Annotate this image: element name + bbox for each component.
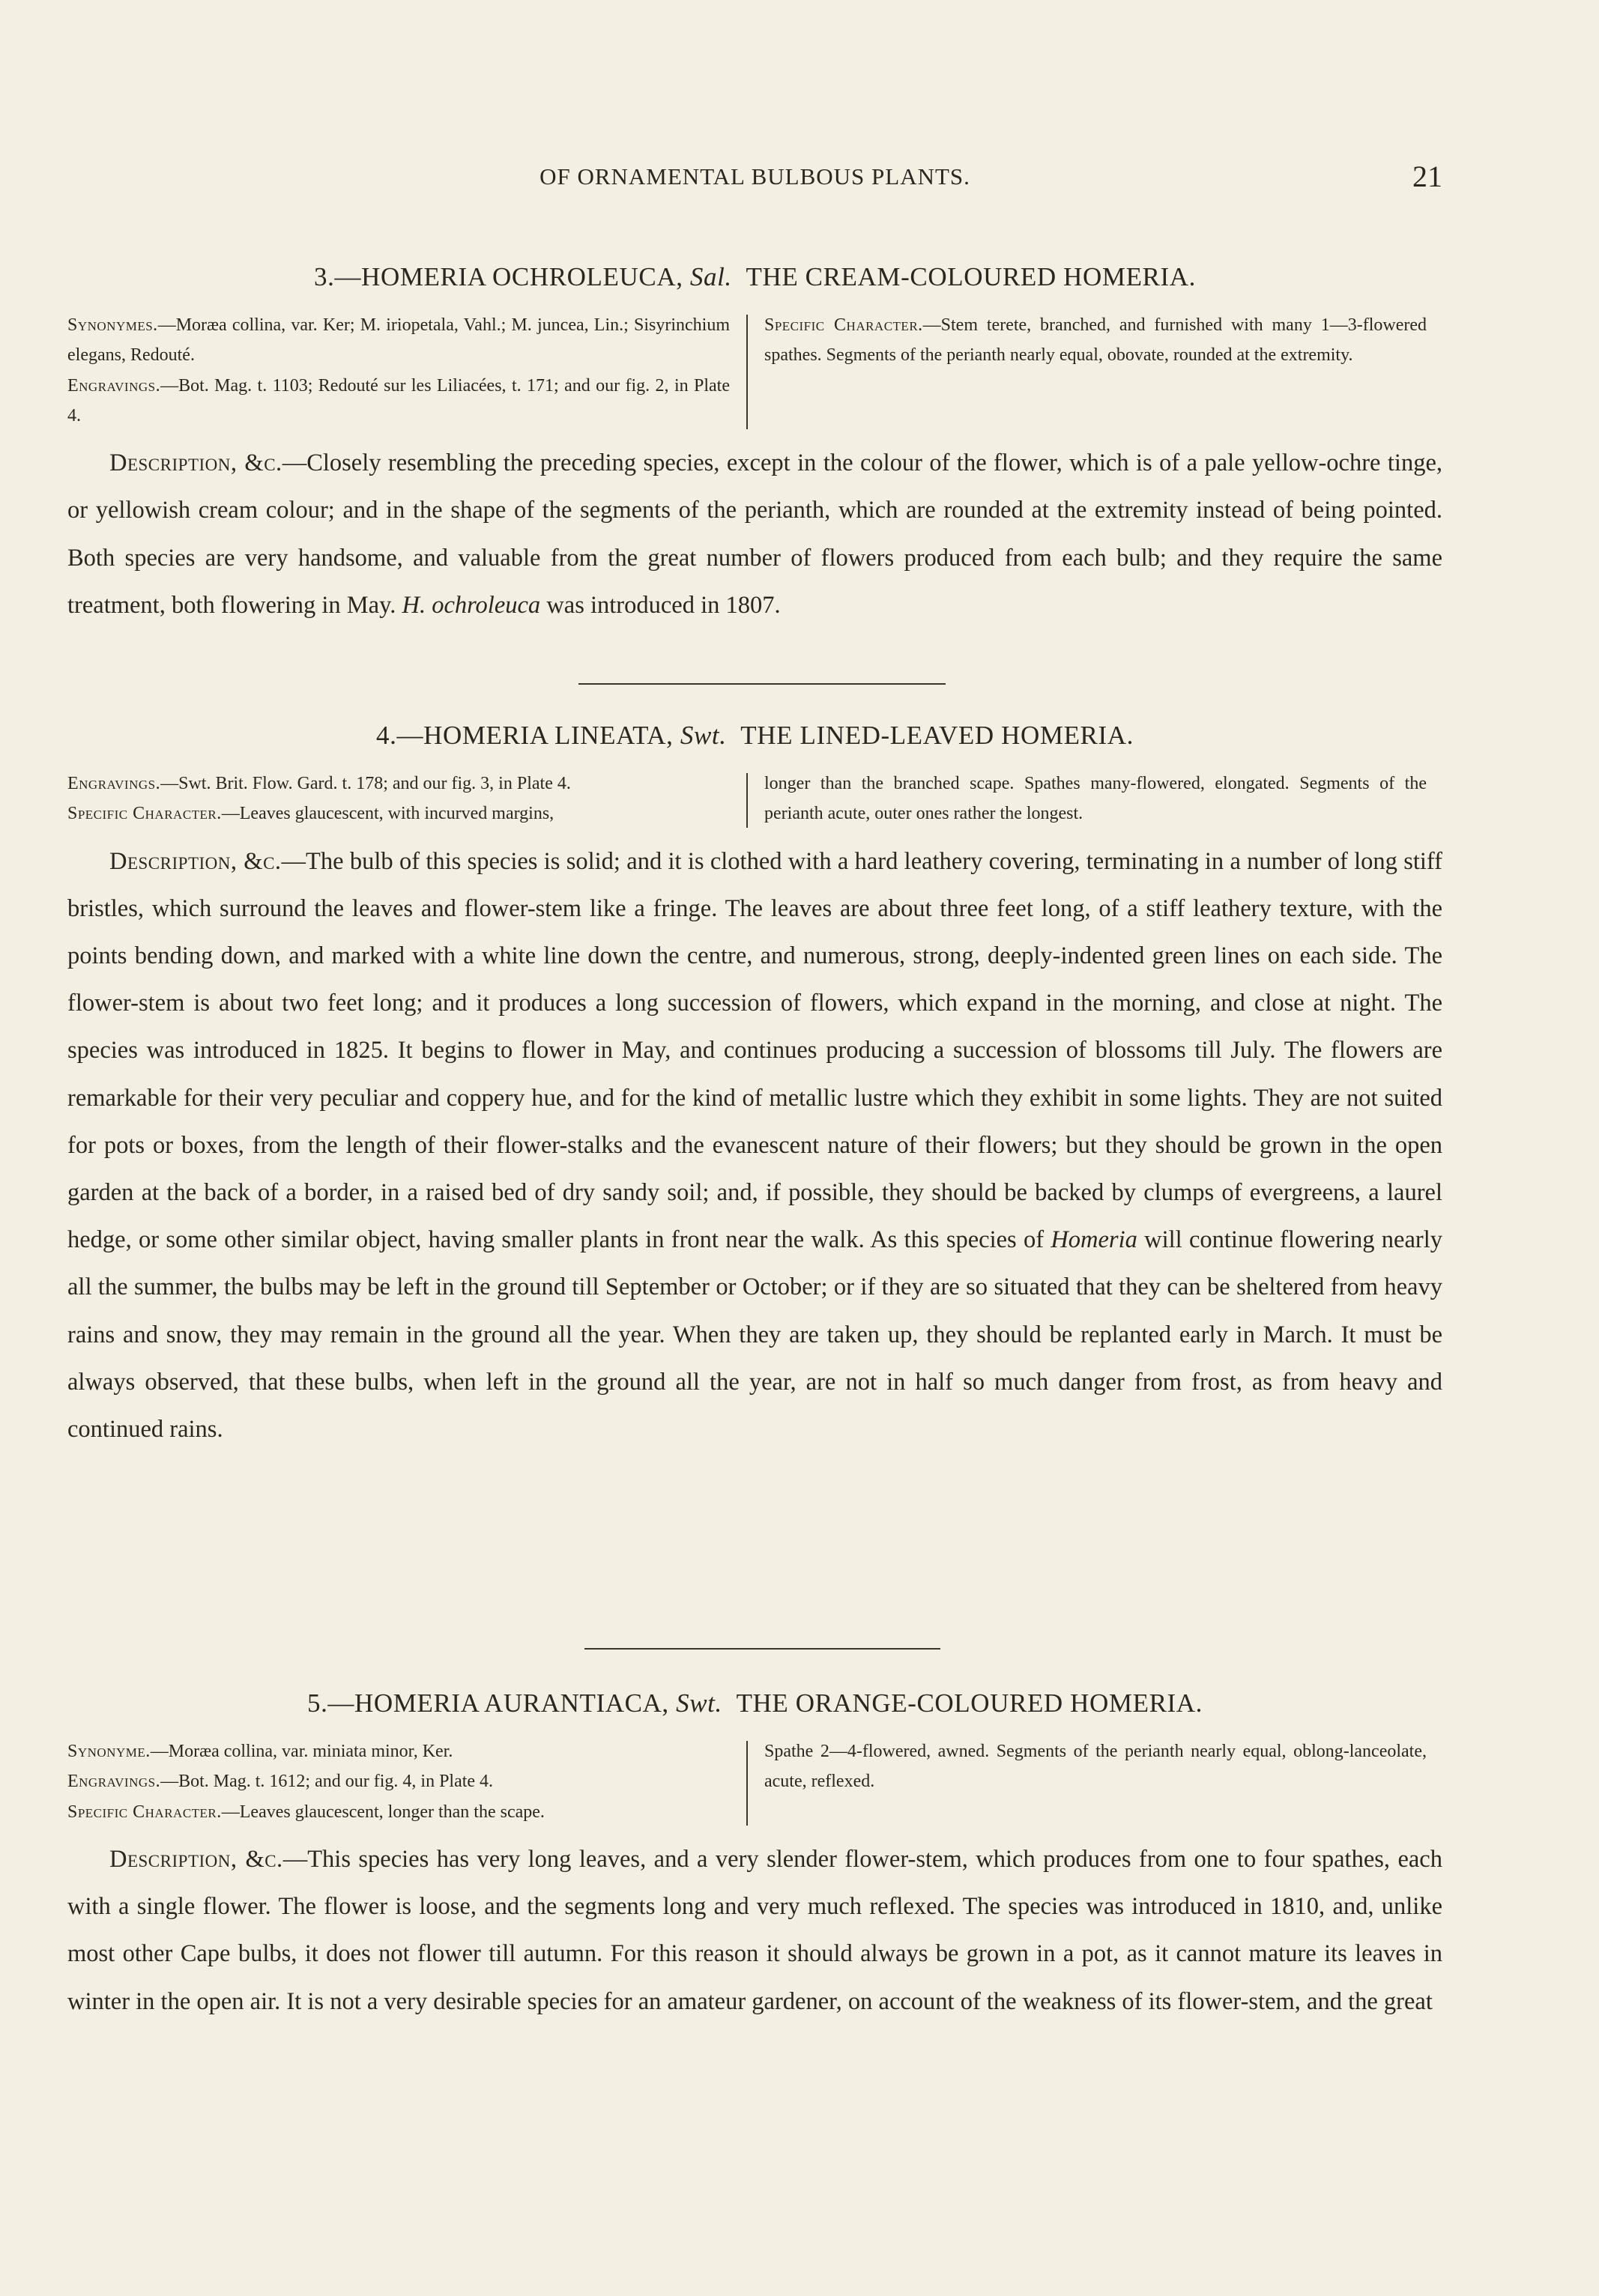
- description-tail: was introduced in 1807.: [540, 591, 781, 619]
- section-number: 5.—: [306, 1688, 355, 1718]
- running-head: [67, 160, 1442, 201]
- book-page: [67, 0, 1442, 2296]
- species-author: Swt.: [676, 1688, 722, 1718]
- engravings-label: Engravings.: [67, 774, 161, 793]
- synonymes-label: Synonymes.: [67, 315, 158, 335]
- synonymes-entry: [67, 310, 730, 371]
- specific-character-continued: longer than the branched scape. Spathes many-flowered, elongated. Segments of the perianth acute, outer ones rather the longest.: [764, 774, 1427, 824]
- common-name: THE ORANGE-COLOURED HOMERIA.: [736, 1688, 1203, 1718]
- meta-left-column: [67, 310, 746, 431]
- description-paragraph: [67, 838, 1442, 1454]
- species-author: Swt.: [680, 721, 727, 750]
- synonyme-text: —Moræa collina, var. miniata minor, Ker.: [150, 1742, 453, 1761]
- section-heading: [67, 721, 1442, 751]
- description-label: Description, &c.: [109, 449, 282, 477]
- specific-character-text: —Stem terete, branched, and furnished with many 1—3-flowered spathes. Segments of the perianth nearly equal, obovate, rounded at the extremity.: [764, 315, 1427, 366]
- specific-character-text: —Leaves glaucescent, with incurved margins,: [221, 804, 554, 824]
- specific-character-label: Specific Character.: [764, 315, 923, 335]
- common-name: THE LINED-LEAVED HOMERIA.: [740, 721, 1134, 750]
- common-name: THE CREAM-COLOURED HOMERIA.: [746, 262, 1196, 291]
- running-title: OF ORNAMENTAL BULBOUS PLANTS.: [539, 163, 970, 190]
- specific-character-label: Specific Character.: [67, 804, 222, 824]
- description-label: Description, &c.: [109, 1845, 283, 1873]
- specific-character-entry: [764, 310, 1427, 371]
- description-genus-italic: Homeria: [1051, 1226, 1137, 1254]
- species-name: HOMERIA LINEATA,: [423, 721, 674, 750]
- synonymes-text: —Moræa collina, var. Ker; M. iriopetala, Vahl.; M. juncea, Lin.; Sisyrinchium elegans, Redouté.: [67, 315, 730, 366]
- description-label: Description, &c.: [109, 847, 282, 875]
- page-number: 21: [1412, 160, 1442, 193]
- engravings-text: —Bot. Mag. t. 1612; and our fig. 4, in Plate 4.: [160, 1772, 494, 1792]
- engravings-text: —Swt. Brit. Flow. Gard. t. 178; and our fig. 3, in Plate 4.: [160, 774, 571, 793]
- section-heading: [67, 262, 1442, 292]
- engravings-label: Engravings.: [67, 375, 161, 396]
- specific-character-continued: Spathe 2—4-flowered, awned. Segments of the perianth nearly equal, oblong-lanceolate, acute, reflexed.: [764, 1742, 1427, 1792]
- engravings-entry: [67, 769, 730, 799]
- section-number: 3.—: [314, 262, 362, 291]
- meta-left-column: [67, 1736, 746, 1827]
- description-paragraph: [67, 440, 1442, 629]
- description-species-italic: H. ochroleuca: [402, 591, 541, 619]
- section-heading: [67, 1688, 1442, 1718]
- meta-right-column: [748, 1736, 1427, 1827]
- species-name: HOMERIA AURANTIACA,: [354, 1688, 669, 1718]
- specific-character-entry: [67, 1797, 730, 1827]
- engravings-text: —Bot. Mag. t. 1103; Redouté sur les Liliacées, t. 171; and our fig. 2, in Plate 4.: [67, 375, 730, 425]
- section-homeria-aurantiaca: [67, 1688, 1442, 2026]
- section-homeria-lineata: [67, 721, 1442, 1453]
- specific-character-entry: [67, 799, 730, 829]
- engravings-entry: [67, 371, 730, 431]
- section-divider-rule: [584, 1648, 940, 1650]
- species-meta: [67, 310, 1442, 431]
- section-number: 4.—: [376, 721, 424, 750]
- synonyme-entry: [67, 1736, 730, 1766]
- species-meta: [67, 769, 1442, 829]
- engravings-entry: [67, 1766, 730, 1796]
- description-text: —The bulb of this species is solid; and it is clothed with a hard leathery covering, terminating in a number of long stiff bristles, which surround the leaves and flower-stem like a fringe. The leaves are about three feet long, of a stiff leathery texture, with the points bending down, and marked with a white line down the centre, and numerous, strong, deeply-indented green lines on each side. The flower-stem is about two feet long; and it produces a long succession of flowers, which expand in the morning, and close at night. The species was introduced in 1825. It begins to flower in May, and continues producing a succession of blossoms till July. The flowers are remarkable for their very peculiar and coppery hue, and for the kind of metallic lustre which they exhibit in some lights. They are not suited for pots or boxes, from the length of their flower-stalks and the evanescent nature of their flowers; but they should be grown in the open garden at the back of a border, in a raised bed of dry sandy soil; and, if possible, they should be backed by clumps of evergreens, a laurel hedge, or some other similar object, having smaller plants in front near the walk. As this species of: [67, 847, 1442, 1254]
- section-homeria-ochroleuca: [67, 262, 1442, 629]
- description-paragraph: [67, 1836, 1442, 2026]
- specific-character-label: Specific Character.: [67, 1802, 222, 1822]
- section-divider-rule: [578, 683, 946, 685]
- description-text: —This species has very long leaves, and a very slender flower-stem, which produces from one to four spathes, each with a single flower. The flower is loose, and the segments long and very much reflexed. The species was introduced in 1810, and, unlike most other Cape bulbs, it does not flower till autumn. For this reason it should always be grown in a pot, as it cannot mature its leaves in winter in the open air. It is not a very desirable species for an amateur gardener, on account of the weakness of its flower-stem, and the great: [67, 1845, 1442, 2015]
- specific-character-text: —Leaves glaucescent, longer than the scape.: [221, 1802, 545, 1822]
- description-text: —Closely resembling the preceding species, except in the colour of the flower, which is of a pale yellow-ochre tinge, or yellowish cream colour; and in the shape of the segments of the perianth, which are rounded at the extremity instead of being pointed. Both species are very handsome, and valuable from the great number of flowers produced from each bulb; and they require the same treatment, both flowering in May.: [67, 449, 1442, 619]
- meta-left-column: [67, 769, 746, 829]
- synonyme-label: Synonyme.: [67, 1742, 151, 1761]
- meta-right-column: [748, 769, 1427, 829]
- engravings-label: Engravings.: [67, 1772, 161, 1792]
- species-meta: [67, 1736, 1442, 1827]
- species-name: HOMERIA OCHROLEUCA,: [361, 262, 683, 291]
- meta-right-column: [748, 310, 1427, 431]
- species-author: Sal.: [689, 262, 732, 291]
- description-rest: will continue flowering nearly all the summer, the bulbs may be left in the ground till September or October; or if they are so situated that they can be sheltered from heavy rains and snow, they may remain in the ground all the year. When they are taken up, they should be replanted early in March. It must be always observed, that these bulbs, when left in the ground all the year, are not in half so much danger from frost, as from heavy and continued rains.: [67, 1226, 1442, 1444]
